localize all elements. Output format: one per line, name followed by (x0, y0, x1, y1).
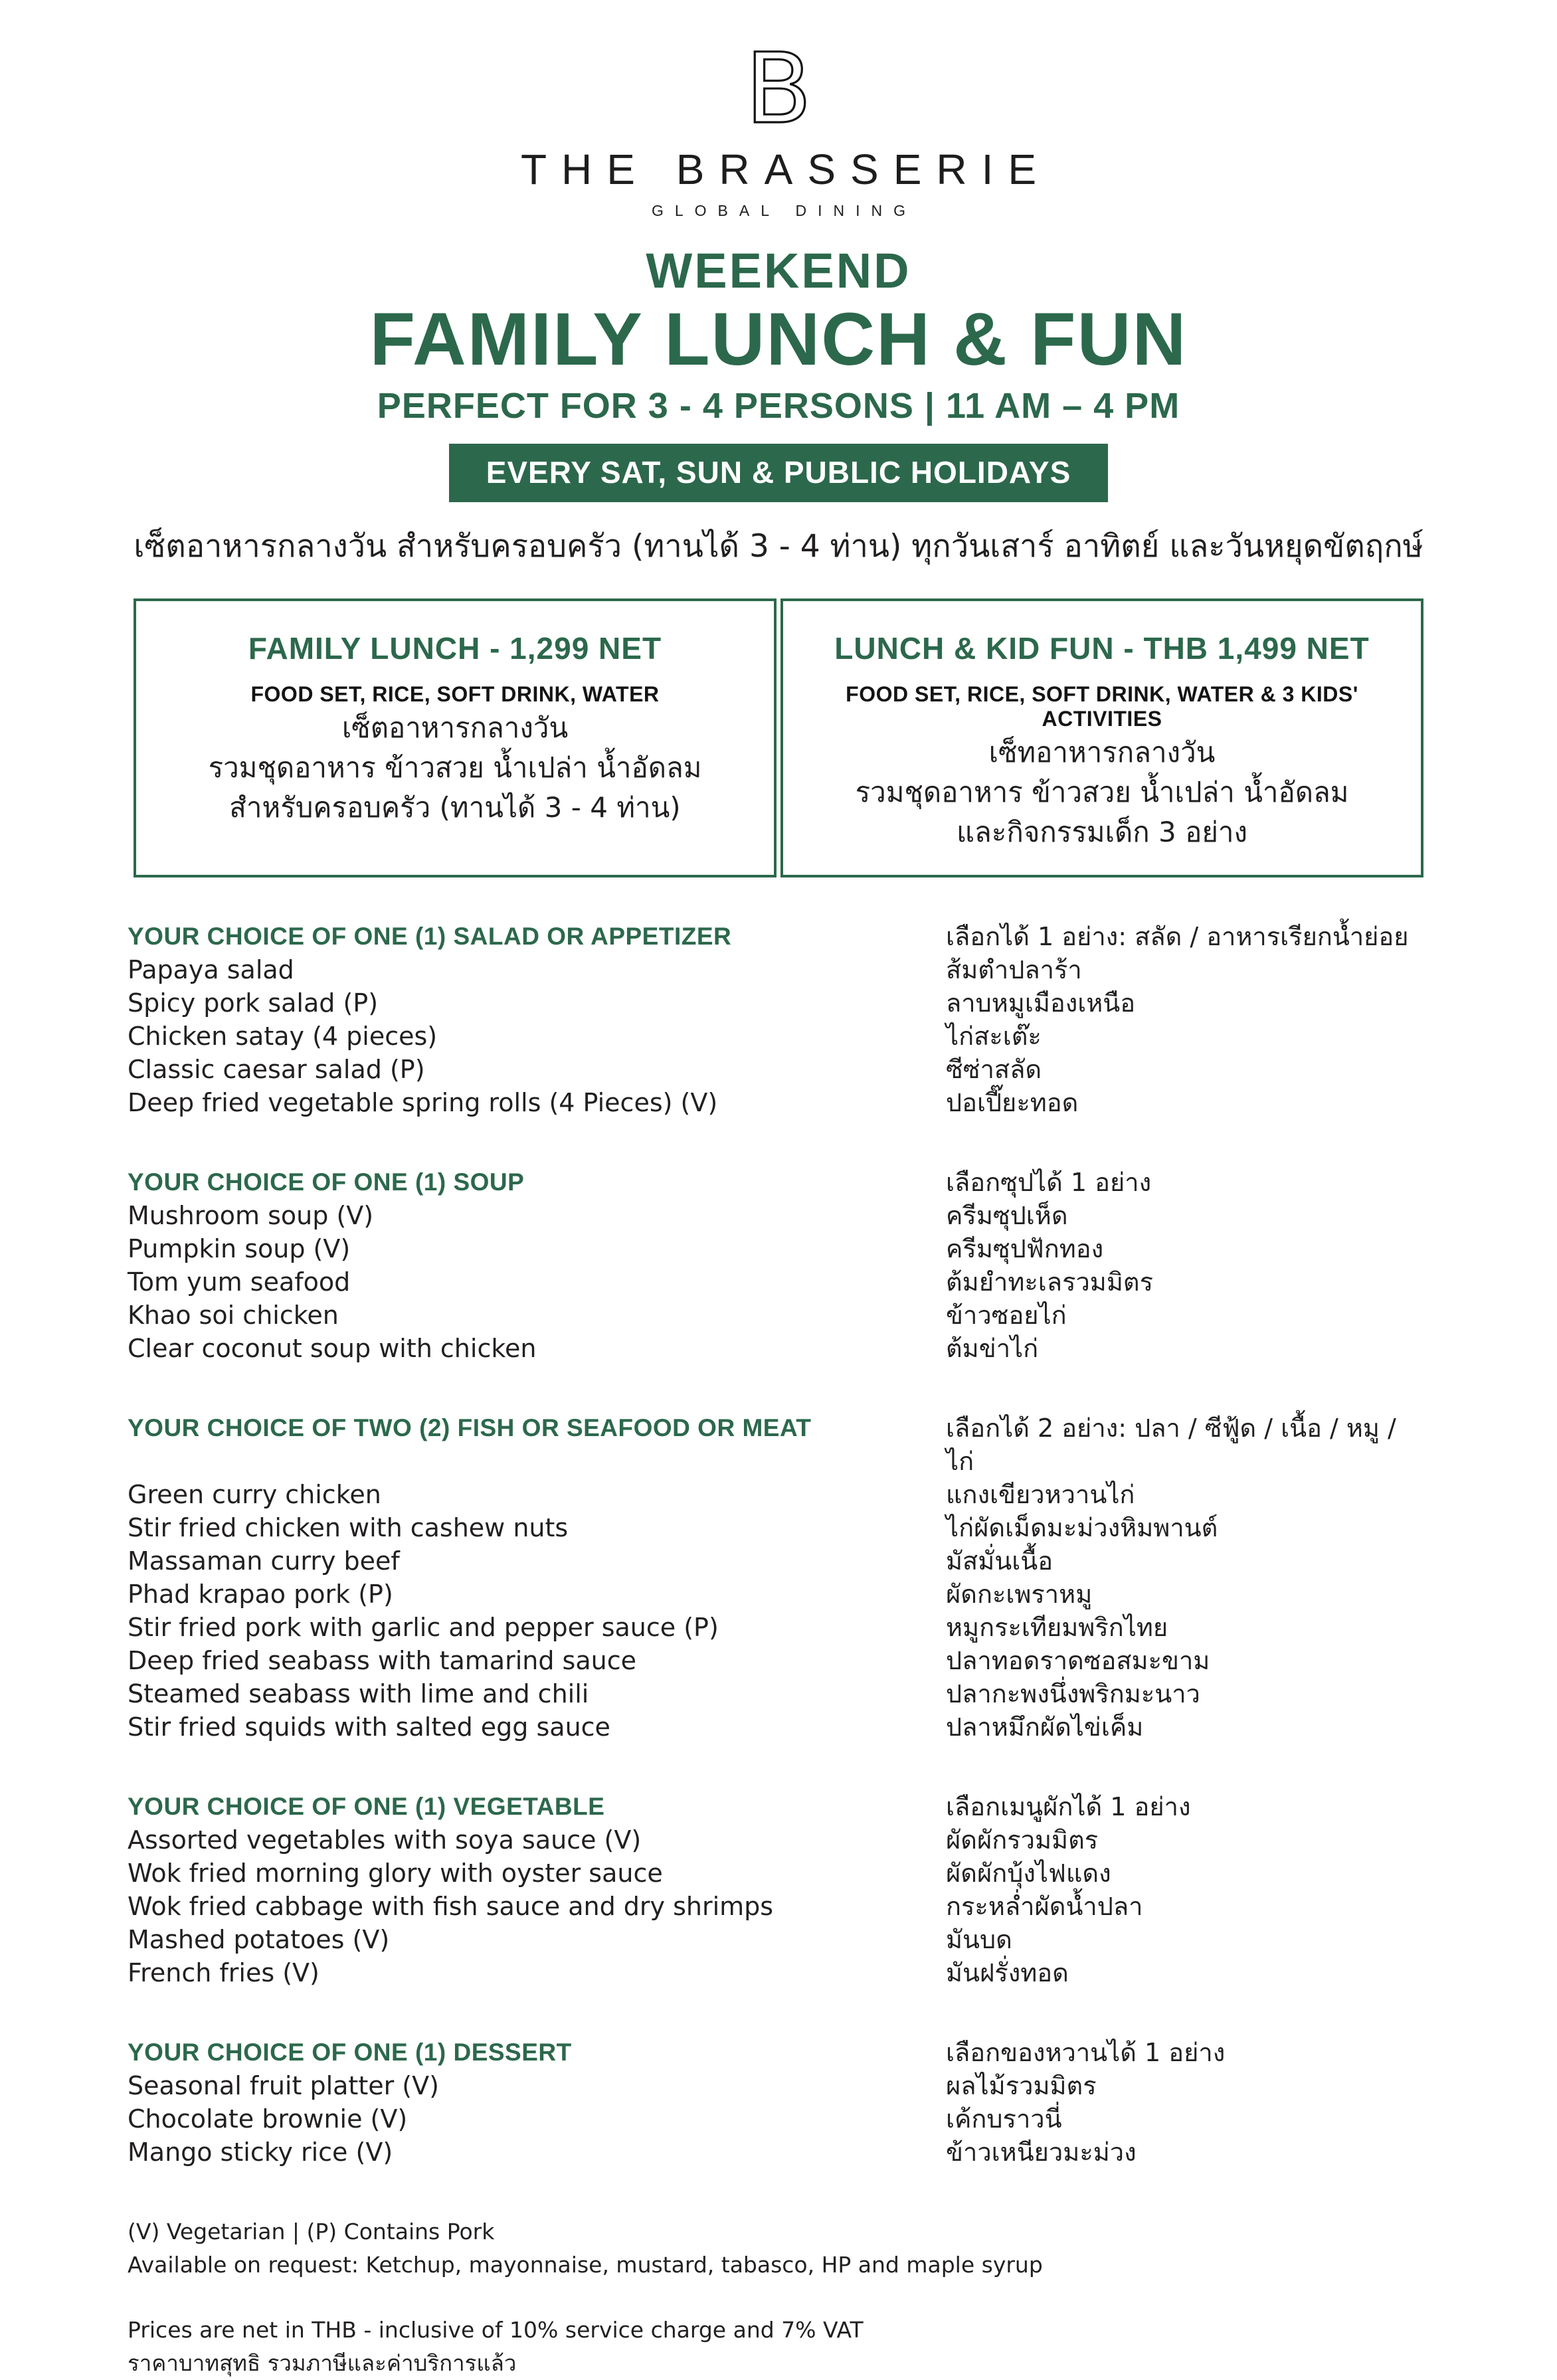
menu-item-en: Mushroom soup (V) (128, 1200, 374, 1230)
menu-item-en: Mango sticky rice (V) (128, 2137, 393, 2167)
brasserie-b-logo-icon (722, 33, 835, 145)
menu-item-th: ปอเปี๊ยะทอด (946, 1087, 1079, 1117)
prices-note-th: ราคาบาทสุทธิ รวมภาษีและค่าบริการแล้ว (128, 2349, 517, 2376)
page-title: FAMILY LUNCH & FUN (369, 298, 1188, 381)
menu-item-en: Wok fried cabbage with fish sauce and dry shrimps (128, 1891, 774, 1921)
section-header-th: เลือกซุปได้ 1 อย่าง (946, 1167, 1152, 1197)
package-thai-line: เซ็ทอาหารกลางวัน (988, 735, 1216, 769)
package-thai-line: รวมชุดอาหาร ข้าวสวย น้ำเปล่า น้ำอัดลม (208, 751, 702, 784)
menu-item-en: Stir fried chicken with cashew nuts (128, 1512, 569, 1542)
package-subtitle: FOOD SET, RICE, SOFT DRINK, WATER (250, 682, 660, 706)
menu-item-en: Seasonal fruit platter (V) (128, 2070, 439, 2100)
menu-section-soup (128, 1166, 1429, 1365)
package-thai-line: รวมชุดอาหาร ข้าวสวย น้ำเปล่า น้ำอัดลม (855, 775, 1349, 808)
package-title: LUNCH & KID FUN - THB 1,499 NET (834, 630, 1370, 666)
menu-item-th: ลาบหมูเมืองเหนือ (946, 988, 1136, 1018)
section-header-th: เลือกของหวานได้ 1 อย่าง (946, 2037, 1226, 2067)
section-header-en: YOUR CHOICE OF ONE (1) VEGETABLE (128, 1792, 605, 1820)
menu-item-en: Clear coconut soup with chicken (128, 1333, 537, 1363)
available-on-request-note: Available on request: Ketchup, mayonnaise, mustard, tabasco, HP and maple syrup (128, 2251, 1043, 2278)
menu-item-th: ผลไม้รวมมิตร (946, 2070, 1097, 2100)
menu-item-en: Assorted vegetables with soya sauce (V) (128, 1825, 642, 1855)
brand-name: THE BRASSERIE (520, 145, 1052, 193)
section-header-en: YOUR CHOICE OF ONE (1) DESSERT (128, 2038, 572, 2066)
menu-item-en: Wok fried morning glory with oyster sauce (128, 1858, 663, 1888)
menu-item-th: มันบด (946, 1924, 1012, 1954)
section-header-th: เลือกได้ 1 อย่าง: สลัด / อาหารเรียกน้ำย่อย (946, 921, 1409, 951)
menu-item-th: ปลาทอดราดซอสมะขาม (946, 1645, 1210, 1675)
package-thai-line: สำหรับครอบครัว (ทานได้ 3 - 4 ท่าน) (229, 790, 681, 824)
package-lunch-kid-fun (780, 598, 1423, 877)
menu-section-vegetable (128, 1790, 1429, 1989)
legend-note: (V) Vegetarian | (P) Contains Pork (128, 2218, 495, 2244)
menu-item-th: ข้าวซอยไก่ (946, 1300, 1067, 1330)
menu-item-th: ต้มข่าไก่ (946, 1333, 1039, 1363)
menu-item-th: ข้าวเหนียวมะม่วง (946, 2137, 1137, 2167)
section-header-en: YOUR CHOICE OF ONE (1) SOUP (128, 1168, 525, 1196)
menu-item-th: หมูกระเทียมพริกไทย (946, 1612, 1168, 1642)
masthead (0, 0, 1557, 571)
package-boxes (0, 598, 1557, 877)
menu-item-en: Deep fried seabass with tamarind sauce (128, 1645, 636, 1675)
menu-item-th: ต้มยำทะเลรวมมิตร (946, 1267, 1153, 1297)
menu-item-en: Classic caesar salad (P) (128, 1054, 425, 1084)
menu-item-en: Papaya salad (128, 955, 294, 984)
menu-item-en: Deep fried vegetable spring rolls (4 Pieces) (V) (128, 1087, 718, 1117)
menu-item-en: Stir fried squids with salted egg sauce (128, 1712, 610, 1742)
menu-item-en: French fries (V) (128, 1958, 320, 1987)
menu-item-en: Mashed potatoes (V) (128, 1924, 390, 1954)
menu-item-th: ผัดกะเพราหมู (946, 1579, 1093, 1609)
headline-subtitle: PERFECT FOR 3 - 4 PERSONS | 11 AM – 4 PM (377, 385, 1180, 426)
menu-item-en: Pumpkin soup (V) (128, 1234, 351, 1263)
menu-item-th: มันฝรั่งทอด (946, 1958, 1069, 1987)
menu-item-th: มัสมั่นเนื้อ (946, 1546, 1053, 1576)
menu-item-th: ปลาหมึกผัดไข่เค็ม (946, 1712, 1144, 1742)
schedule-banner: EVERY SAT, SUN & PUBLIC HOLIDAYS (449, 444, 1109, 502)
menu-item-en: Chicken satay (4 pieces) (128, 1021, 438, 1051)
section-header-th: เลือกเมนูผักได้ 1 อย่าง (946, 1791, 1191, 1821)
menu-item-en: Chocolate brownie (V) (128, 2104, 408, 2134)
intro-thai-line: เซ็ตอาหารกลางวัน สำหรับครอบครัว (ทานได้ 3 - 4 ท่าน) ทุกวันเสาร์ อาทิตย์ และวันหยุดขัตฤกษ์ (134, 527, 1423, 565)
menu-section-salad-appetizer (128, 920, 1429, 1119)
menu-item-th: ครีมซุปเห็ด (946, 1200, 1068, 1230)
section-header-en: YOUR CHOICE OF ONE (1) SALAD OR APPETIZER (128, 922, 732, 950)
package-family-lunch (134, 598, 777, 877)
prices-note-en: Prices are net in THB - inclusive of 10% service charge and 7% VAT (128, 2316, 864, 2343)
menu-item-th: ไก่สะเต๊ะ (946, 1021, 1042, 1051)
menu-item-th: ผัดผักบุ้งไฟแดง (946, 1858, 1111, 1888)
svg-text:B: B (745, 33, 812, 145)
package-title: FAMILY LUNCH - 1,299 NET (248, 630, 662, 666)
menu-section-fish-seafood-meat (128, 1412, 1429, 1744)
menu-item-en: Phad krapao pork (P) (128, 1579, 393, 1609)
section-header-en: YOUR CHOICE OF TWO (2) FISH OR SEAFOOD OR MEAT (128, 1414, 812, 1441)
menu-item-th: ส้มตำปลาร้า (946, 955, 1082, 984)
menu-section-dessert (128, 2036, 1429, 2169)
menu-item-th: ไก่ผัดเม็ดมะม่วงหิมพานต์ (946, 1512, 1218, 1542)
menu-item-en: Tom yum seafood (128, 1267, 351, 1297)
menu-item-en: Massaman curry beef (128, 1546, 400, 1576)
menu-item-en: Khao soi chicken (128, 1300, 339, 1330)
menu-item-th: เค้กบราวนี่ (946, 2104, 1062, 2134)
package-subtitle: FOOD SET, RICE, SOFT DRINK, WATER & 3 KIDS' ACTIVITIES (846, 682, 1358, 731)
menu-item-en: Stir fried pork with garlic and pepper sauce (P) (128, 1612, 719, 1642)
menu-item-en: Steamed seabass with lime and chili (128, 1679, 589, 1708)
menu-item-en: Green curry chicken (128, 1479, 381, 1509)
package-thai-line: เซ็ตอาหารกลางวัน (341, 711, 569, 744)
section-header-th: เลือกได้ 2 อย่าง: ปลา / ซีฟู้ด / เนื้อ / หมู / ไก่ (946, 1413, 1396, 1476)
menu-item-th: ครีมซุปฟักทอง (946, 1234, 1104, 1263)
menu-item-th: กระหล่ำผัดน้ำปลา (946, 1891, 1143, 1921)
menu-item-th: ซีซ่าสลัด (946, 1054, 1042, 1084)
menu-item-th: แกงเขียวหวานไก่ (946, 1479, 1135, 1509)
menu-item-th: ปลากะพงนึ่งพริกมะนาว (946, 1679, 1200, 1708)
menu-sections (128, 920, 1429, 2169)
menu-item-th: ผัดผักรวมมิตร (946, 1825, 1099, 1855)
footnotes (128, 2215, 1429, 2380)
menu-item-en: Spicy pork salad (P) (128, 988, 379, 1018)
headline-kicker: WEEKEND (646, 243, 911, 298)
brand-tagline: GLOBAL DINING (651, 202, 917, 219)
package-thai-line: และกิจกรรมเด็ก 3 อย่าง (956, 815, 1248, 848)
